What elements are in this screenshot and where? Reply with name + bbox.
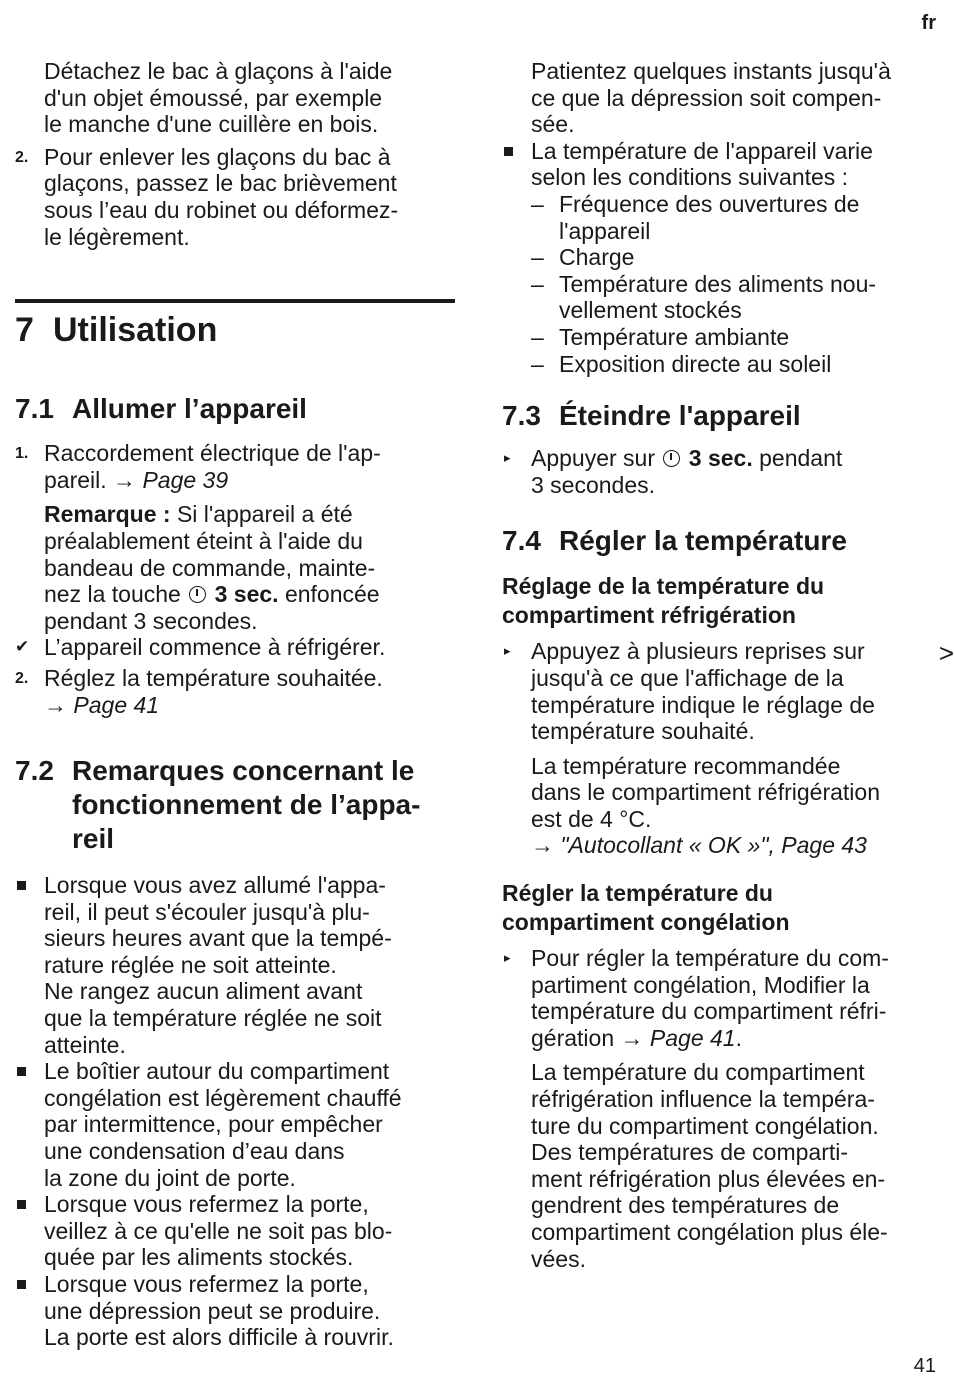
text-line: quée par les aliments stockés. bbox=[44, 1244, 354, 1271]
text-line: pendant 3 secondes. bbox=[44, 607, 258, 634]
chevron-right-icon: > bbox=[938, 638, 954, 669]
text-fragment: Appuyez à plusieurs reprises sur bbox=[531, 638, 865, 665]
text-line: Détachez le bac à glaçons à l'aide bbox=[44, 58, 393, 84]
bullet-item bbox=[15, 872, 455, 1058]
text-line: dans le compartiment réfrigération bbox=[531, 779, 880, 806]
text-line: par intermittence, pour empêcher bbox=[44, 1111, 383, 1138]
text-line bbox=[531, 832, 942, 859]
text-line bbox=[44, 692, 455, 719]
text-line: Lorsque vous refermez la porte, bbox=[44, 1271, 369, 1297]
text-line: ture du compartiment congélation. bbox=[531, 1112, 879, 1139]
instruction-item bbox=[502, 638, 954, 745]
chapter-heading bbox=[15, 299, 455, 352]
text-line: Le boîtier autour du compartiment bbox=[44, 1058, 390, 1085]
section-heading-7-1 bbox=[15, 392, 455, 426]
subheading-fridge bbox=[502, 572, 942, 630]
step-1 bbox=[15, 440, 455, 493]
text-line: température du compartiment réfri- bbox=[531, 998, 887, 1025]
recommendation-block bbox=[502, 753, 942, 859]
arrow-icon: → bbox=[44, 691, 67, 718]
section-number: 7.1 bbox=[15, 393, 54, 425]
page-number: 41 bbox=[913, 1355, 936, 1378]
section-title: Régler la température bbox=[559, 525, 847, 557]
section-number: 7.2 bbox=[15, 755, 54, 787]
subheading-line: Régler la température du bbox=[502, 880, 773, 907]
text-fragment: . bbox=[735, 1024, 742, 1051]
text-line: La température du compartiment bbox=[531, 1059, 865, 1086]
text-line: selon les conditions suivantes : bbox=[531, 164, 849, 191]
section-heading-7-2 bbox=[15, 754, 455, 856]
dash-marker: – bbox=[531, 350, 544, 377]
note-label: Remarque : bbox=[44, 501, 171, 528]
checkmark-icon: ✔ bbox=[15, 637, 30, 657]
text-line: L’appareil commence à réfrigérer. bbox=[44, 634, 386, 661]
text-line: Charge bbox=[559, 244, 635, 271]
text-line: vellement stockés bbox=[559, 297, 742, 324]
text-line: préalablement éteint à l'aide du bbox=[44, 527, 363, 554]
text-line bbox=[44, 501, 455, 528]
dash-marker: – bbox=[531, 270, 544, 297]
condition-item bbox=[502, 271, 942, 324]
text-fragment: gération bbox=[531, 1024, 615, 1051]
key-label: 3 sec. bbox=[214, 581, 279, 608]
triangle-marker-icon: ▸ bbox=[504, 950, 511, 966]
dash-marker: – bbox=[531, 323, 544, 350]
bullet-item bbox=[15, 1271, 455, 1351]
text-line: sée. bbox=[531, 111, 575, 138]
page-reference-link[interactable]: Page 41 bbox=[649, 1024, 736, 1051]
text-fragment: pareil. bbox=[44, 466, 107, 493]
text-line: Raccordement électrique de l'ap- bbox=[44, 440, 381, 467]
section-title-line: Remarques concernant le bbox=[72, 755, 415, 787]
text-line: Réglez la température souhaitée. bbox=[44, 664, 383, 691]
arrow-icon: → bbox=[620, 1024, 644, 1051]
bullet-item bbox=[15, 1191, 455, 1271]
text-line: rature réglée ne soit atteinte. bbox=[44, 951, 337, 978]
text-line bbox=[44, 467, 455, 494]
text-line: Lorsque vous refermez la porte, bbox=[44, 1191, 369, 1218]
text-line: reil, il peut s'écouler jusqu'à plu- bbox=[44, 898, 370, 925]
text-line: Des températures de comparti- bbox=[531, 1139, 849, 1166]
text-line: La porte est alors difficile à rouvrir. bbox=[44, 1324, 394, 1351]
text-fragment: nez la touche bbox=[44, 581, 181, 608]
language-code: fr bbox=[921, 12, 936, 34]
power-icon bbox=[663, 450, 680, 467]
text-line: température souhaité. bbox=[531, 718, 755, 745]
text-line: veillez à ce qu'elle ne soit pas blo- bbox=[44, 1217, 393, 1244]
text-line: Pour régler la température du com- bbox=[531, 945, 889, 972]
bullet-continuation bbox=[502, 58, 942, 138]
text-line: que la température réglée ne soit bbox=[44, 1005, 382, 1032]
text-line: gendrent des températures de bbox=[531, 1192, 840, 1219]
page-reference-link[interactable]: Page 41 bbox=[73, 691, 160, 718]
text-line: sous l’eau du robinet ou déformez- bbox=[44, 196, 399, 223]
section-heading-7-4 bbox=[502, 524, 942, 558]
text-fragment: Appuyer sur bbox=[531, 445, 656, 472]
text-line: d'un objet émoussé, par exemple bbox=[44, 84, 383, 111]
arrow-icon: → bbox=[531, 832, 554, 859]
result-item bbox=[15, 634, 455, 661]
text-line bbox=[531, 445, 942, 472]
bullet-item bbox=[15, 1058, 455, 1191]
step-2 bbox=[15, 665, 455, 718]
section-number: 7.3 bbox=[502, 400, 541, 432]
subheading-line: compartiment réfrigération bbox=[502, 602, 796, 629]
dash-marker: – bbox=[531, 190, 544, 217]
notes-bullet-list bbox=[15, 872, 455, 1351]
arrow-icon: → bbox=[113, 466, 137, 493]
step-number: 2. bbox=[15, 148, 29, 166]
subheading-line: compartiment congélation bbox=[502, 909, 790, 936]
section-title-line: reil bbox=[72, 823, 115, 855]
text-fragment: Si l'appareil a été bbox=[176, 501, 353, 528]
text-line bbox=[44, 581, 455, 608]
text-fragment: enfoncée bbox=[284, 581, 380, 608]
text-line: est de 4 °C. bbox=[531, 805, 652, 832]
text-line: réfrigération influence la tempéra- bbox=[531, 1086, 875, 1113]
text-line: La température de l'appareil varie bbox=[531, 137, 873, 164]
step-2 bbox=[15, 144, 455, 250]
section-title: Éteindre l'appareil bbox=[559, 400, 801, 432]
page-reference-link[interactable]: Page 39 bbox=[142, 466, 229, 493]
text-line: glaçons, passez le bac brièvement bbox=[44, 170, 397, 197]
text-line: Ne rangez aucun aliment avant bbox=[44, 978, 363, 1005]
dash-marker: – bbox=[531, 244, 544, 271]
section-heading-7-3 bbox=[502, 399, 942, 433]
note-block bbox=[15, 501, 455, 634]
text-fragment: pendant bbox=[759, 445, 843, 472]
triangle-marker-icon: ▸ bbox=[504, 643, 511, 659]
text-line bbox=[531, 638, 954, 669]
text-line: Pour enlever les glaçons du bac à bbox=[44, 143, 391, 170]
step-number: 1. bbox=[15, 445, 29, 463]
section-number: 7.4 bbox=[502, 525, 541, 557]
text-line: vées. bbox=[531, 1245, 586, 1272]
text-line: ce que la dépression soit compen- bbox=[531, 84, 882, 111]
text-line: congélation est légèrement chauffé bbox=[44, 1084, 402, 1111]
text-line: ment réfrigération plus élevées en- bbox=[531, 1165, 886, 1192]
triangle-marker-icon: ▸ bbox=[504, 450, 511, 466]
chapter-title bbox=[15, 308, 455, 352]
text-line: température indique le réglage de bbox=[531, 691, 875, 718]
text-line: bandeau de commande, mainte- bbox=[44, 554, 376, 581]
right-column bbox=[502, 58, 954, 1272]
chapter-number: 7 bbox=[15, 311, 34, 350]
section-title-line: fonctionnement de l’appa- bbox=[72, 789, 421, 821]
text-line: Température ambiante bbox=[559, 323, 790, 350]
text-line: La température recommandée bbox=[531, 752, 841, 779]
text-line bbox=[531, 1025, 942, 1052]
instruction-item bbox=[502, 945, 942, 1051]
text-line: 3 secondes. bbox=[531, 471, 656, 498]
subheading-line: Réglage de la température du bbox=[502, 573, 825, 600]
text-line: partiment congélation, Modifier la bbox=[531, 971, 870, 998]
left-column bbox=[15, 58, 455, 1351]
text-line: Température des aliments nou- bbox=[559, 270, 877, 297]
text-line: le manche d'une cuillère en bois. bbox=[44, 111, 379, 138]
subheading-freezer bbox=[502, 879, 942, 937]
condition-item bbox=[502, 324, 942, 351]
text-line: la zone du joint de porte. bbox=[44, 1164, 296, 1191]
text-line: une condensation d’eau dans bbox=[44, 1138, 345, 1165]
step-number: 2. bbox=[15, 669, 29, 687]
chapter-title-text: Utilisation bbox=[53, 311, 218, 350]
text-line: jusqu'à ce que l'affichage de la bbox=[531, 664, 844, 691]
freezer-paragraph bbox=[502, 1059, 942, 1272]
text-line: Fréquence des ouvertures de bbox=[559, 190, 860, 217]
page-reference-link[interactable]: "Autocollant « OK »", Page 43 bbox=[560, 832, 867, 859]
text-line: une dépression peut se produire. bbox=[44, 1297, 381, 1324]
text-line: sieurs heures avant que la tempé- bbox=[44, 925, 392, 952]
text-line: Exposition directe au soleil bbox=[559, 350, 832, 377]
text-line: le légèrement. bbox=[44, 223, 190, 250]
text-line: Lorsque vous avez allumé l'appa- bbox=[44, 872, 386, 899]
text-line: atteinte. bbox=[44, 1031, 126, 1058]
condition-item bbox=[502, 351, 942, 378]
condition-item bbox=[502, 191, 942, 244]
step-1-continuation bbox=[15, 58, 455, 138]
text-line: Patientez quelques instants jusqu'à bbox=[531, 58, 891, 84]
text-line: compartiment congélation plus éle- bbox=[531, 1219, 888, 1245]
section-title: Allumer l’appareil bbox=[72, 393, 307, 425]
conditions-list bbox=[502, 191, 942, 377]
bullet-item bbox=[502, 138, 942, 191]
text-line: l'appareil bbox=[559, 217, 651, 244]
power-icon bbox=[189, 586, 206, 603]
instruction-item bbox=[502, 445, 942, 498]
key-label: 3 sec. bbox=[688, 445, 753, 472]
condition-item bbox=[502, 244, 942, 271]
